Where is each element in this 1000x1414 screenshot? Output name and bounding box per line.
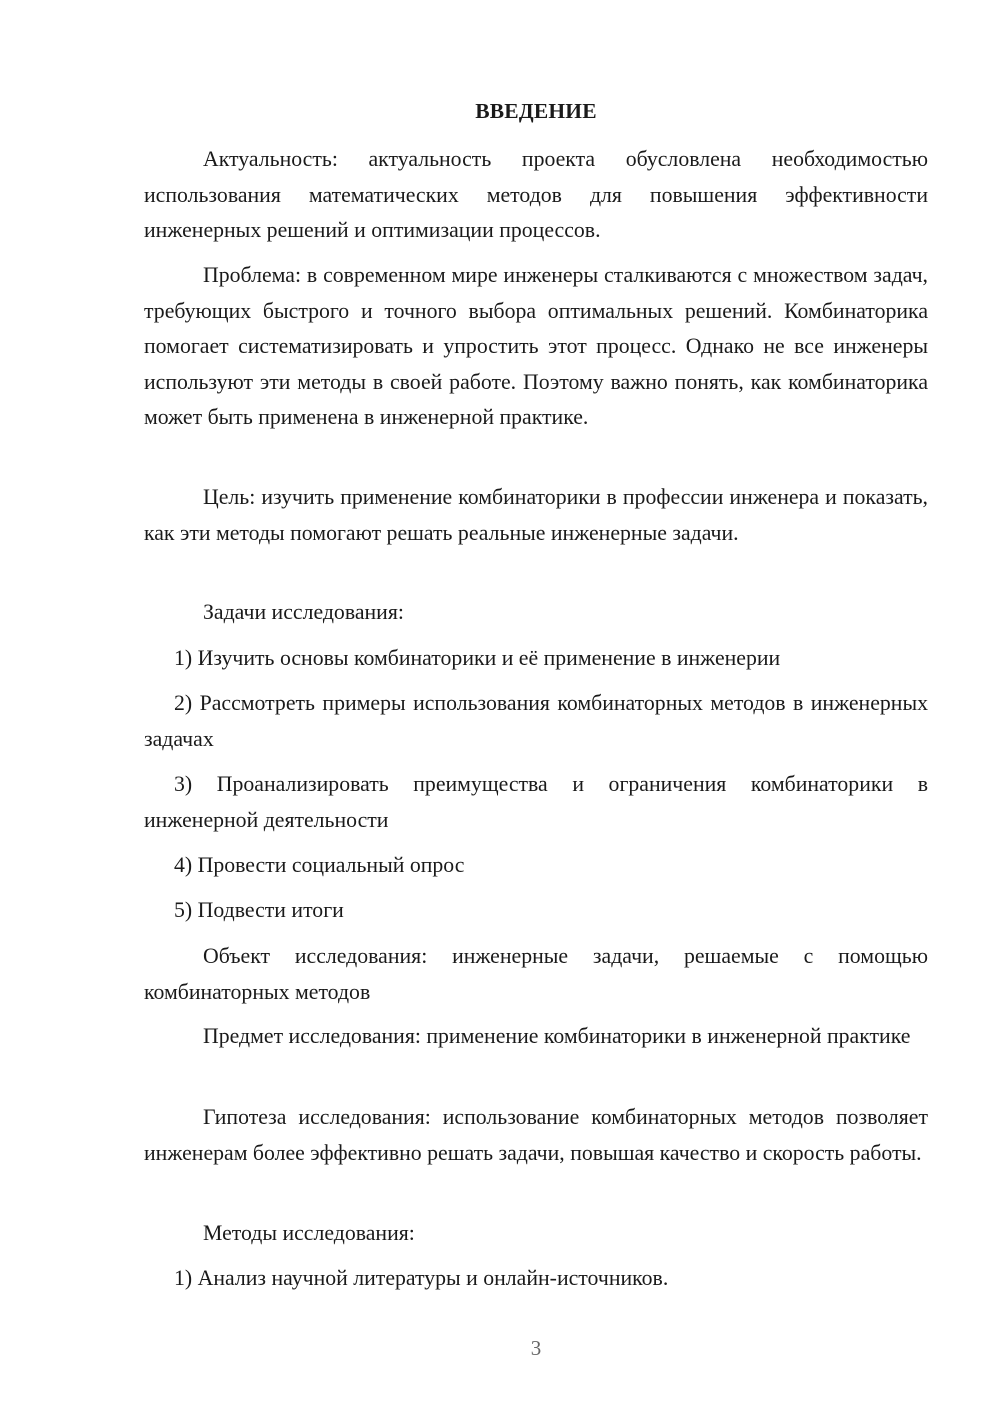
task-item-2: 2) Рассмотреть примеры использования комбинаторных методов в инженерных задачах	[144, 691, 928, 751]
task-item-1: 1) Изучить основы комбинаторики и её применение в инженерии	[174, 646, 781, 670]
paragraph-subject: Предмет исследования: применение комбинаторики в инженерной практике	[203, 1024, 911, 1048]
task-item-5: 5) Подвести итоги	[174, 898, 344, 922]
paragraph-object: Объект исследования: инженерные задачи, решаемые с помощью комбинаторных методов	[144, 944, 928, 1004]
paragraph-relevance: Актуальность: актуальность проекта обусловлена необходимостью использования математических методов для повышения эффективности инженерных решений и оптимизации процессов.	[144, 147, 928, 242]
tasks-heading: Задачи исследования:	[203, 600, 404, 624]
method-item-1: 1) Анализ научной литературы и онлайн-источников.	[174, 1266, 669, 1290]
methods-heading: Методы исследования:	[203, 1221, 415, 1245]
paragraph-hypothesis: Гипотеза исследования: использование комбинаторных методов позволяет инженерам более эффективно решать задачи, повышая качество и скорость работы.	[144, 1105, 928, 1165]
section-title: ВВЕДЕНИЕ	[475, 99, 597, 123]
page-number: 3	[530, 1336, 542, 1360]
task-item-4: 4) Провести социальный опрос	[174, 853, 465, 877]
paragraph-goal: Цель: изучить применение комбинаторики в профессии инженера и показать, как эти методы помогают решать реальные инженерные задачи.	[144, 485, 928, 545]
paragraph-problem: Проблема: в современном мире инженеры сталкиваются с множеством задач, требующих быстрого и точного выбора оптимальных решений. Комбинаторика помогает систематизировать и упростить этот процесс. Однако не все инженеры используют эти методы в своей работе. Поэтому важно понять, как комбинаторика может быть применена в инженерной практике.	[144, 263, 928, 429]
task-item-3: 3) Проанализировать преимущества и ограничения комбинаторики в инженерной деятельности	[144, 772, 928, 832]
